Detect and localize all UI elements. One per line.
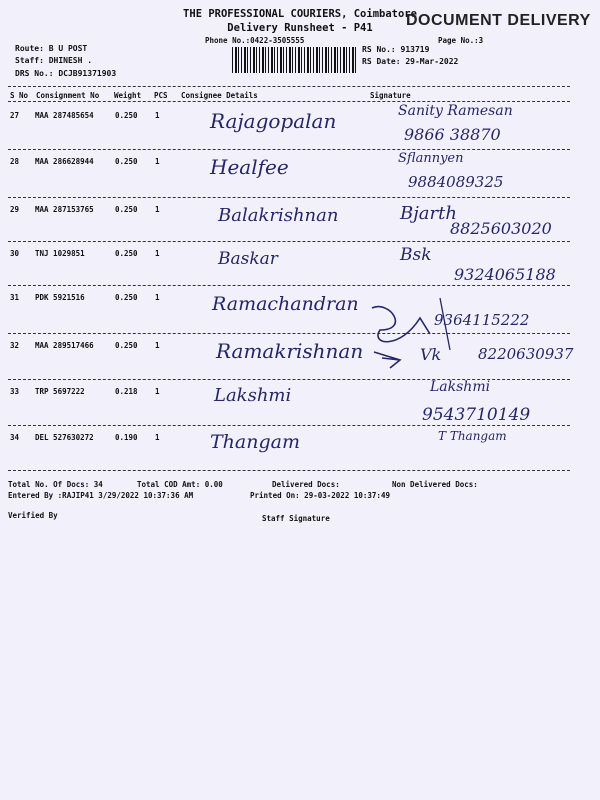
- row-weight: 0.250: [115, 111, 138, 120]
- row-pcs: 1: [155, 293, 160, 302]
- handwritten-signature: Bjarth: [400, 203, 457, 224]
- col-pcs: PCS: [154, 91, 168, 100]
- row-sno: 34: [10, 433, 20, 442]
- row-divider: [8, 285, 570, 286]
- handwritten-phone: 9884089325: [408, 173, 504, 191]
- row-pcs: 1: [155, 111, 160, 120]
- col-sno: S No: [10, 91, 29, 100]
- handwritten-signature: Lakshmi: [430, 379, 491, 395]
- row-sno: 28: [10, 157, 20, 166]
- row-sno: 27: [10, 111, 20, 120]
- row-divider: [8, 197, 570, 198]
- divider: [8, 101, 570, 102]
- handwritten-arrow-marks: [360, 290, 600, 380]
- phone-number: Phone No.:0422-3505555: [205, 36, 305, 45]
- row-sno: 33: [10, 387, 20, 396]
- runsheet-subtitle: Delivery Runsheet - P41: [227, 22, 373, 34]
- divider: [8, 86, 570, 87]
- col-weight: Weight: [114, 91, 142, 100]
- row-weight: 0.218: [115, 387, 138, 396]
- row-sno: 31: [10, 293, 20, 302]
- row-consignment: MAA 287153765: [35, 205, 94, 214]
- row-weight: 0.250: [115, 293, 138, 302]
- drs-number: DRS No.: DCJB91371903: [15, 69, 117, 78]
- handwritten-signature: Bsk: [400, 245, 432, 265]
- consignee-name: Balakrishnan: [218, 205, 339, 226]
- consignee-name: Ramachandran: [212, 293, 359, 315]
- row-divider: [8, 425, 570, 426]
- handwritten-phone: 9866 38870: [404, 125, 501, 144]
- page-number: Page No.:3: [438, 36, 484, 45]
- row-sno: 29: [10, 205, 20, 214]
- handwritten-signature: Sflannyen: [398, 151, 464, 166]
- row-consignment: MAA 289517466: [35, 341, 94, 350]
- rs-date: RS Date: 29-Mar-2022: [362, 57, 459, 66]
- consignee-name: Healfee: [210, 155, 289, 179]
- handwritten-signature: Sanity Ramesan: [398, 103, 513, 119]
- route: Route: B U POST: [15, 44, 88, 53]
- document-delivery-stamp: DOCUMENT DELIVERY: [406, 12, 591, 29]
- col-consignee: Consignee Details: [181, 91, 258, 100]
- row-divider: [8, 149, 570, 150]
- handwritten-phone: 8825603020: [450, 219, 552, 238]
- row-weight: 0.250: [115, 205, 138, 214]
- printed-on: Printed On: 29-03-2022 10:37:49: [250, 491, 390, 500]
- row-consignment: TNJ 1029851: [35, 249, 85, 258]
- row-pcs: 1: [155, 249, 160, 258]
- consignee-name: Baskar: [218, 249, 278, 269]
- row-consignment: PDK 5921516: [35, 293, 85, 302]
- row-weight: 0.190: [115, 433, 138, 442]
- row-weight: 0.250: [115, 249, 138, 258]
- row-pcs: 1: [155, 341, 160, 350]
- row-sno: 32: [10, 341, 20, 350]
- entered-by: Entered By :RAJIP41 3/29/2022 10:37:36 AM: [8, 491, 194, 500]
- row-pcs: 1: [155, 157, 160, 166]
- row-weight: 0.250: [115, 157, 138, 166]
- verified-by: Verified By: [8, 511, 58, 520]
- row-weight: 0.250: [115, 341, 138, 350]
- col-consignment: Consignment No: [36, 91, 100, 100]
- consignee-name: Lakshmi: [214, 385, 292, 406]
- row-divider: [8, 241, 570, 242]
- delivered-docs: Delivered Docs:: [272, 480, 340, 489]
- staff: Staff: DHINESH .: [15, 56, 93, 65]
- row-consignment: MAA 286628944: [35, 157, 94, 166]
- row-pcs: 1: [155, 387, 160, 396]
- handwritten-signature: T Thangam: [438, 429, 507, 443]
- row-sno: 30: [10, 249, 20, 258]
- handwritten-phone: 8220630937: [478, 345, 574, 363]
- row-pcs: 1: [155, 433, 160, 442]
- row-consignment: MAA 287485654: [35, 111, 94, 120]
- handwritten-signature: Vk: [420, 345, 442, 364]
- handwritten-phone: 9324065188: [454, 265, 556, 284]
- rs-number: RS No.: 913719: [362, 45, 430, 54]
- row-consignment: DEL 527630272: [35, 433, 94, 442]
- total-docs: Total No. Of Docs: 34: [8, 480, 103, 489]
- handwritten-phone: 9543710149: [422, 405, 531, 425]
- consignee-name: Rajagopalan: [210, 109, 337, 133]
- non-delivered-docs: Non Delivered Docs:: [392, 480, 478, 489]
- handwritten-phone: 9364115222: [434, 311, 530, 329]
- company-title: THE PROFESSIONAL COURIERS, Coimbatore: [183, 8, 417, 20]
- consignee-name: Ramakrishnan: [216, 339, 364, 363]
- row-pcs: 1: [155, 205, 160, 214]
- total-cod: Total COD Amt: 0.00: [137, 480, 223, 489]
- staff-signature: Staff Signature: [262, 514, 330, 523]
- row-consignment: TRP 5697222: [35, 387, 85, 396]
- col-signature: Signature: [370, 91, 411, 100]
- barcode: [232, 47, 356, 73]
- row-divider: [8, 470, 570, 471]
- consignee-name: Thangam: [210, 431, 300, 453]
